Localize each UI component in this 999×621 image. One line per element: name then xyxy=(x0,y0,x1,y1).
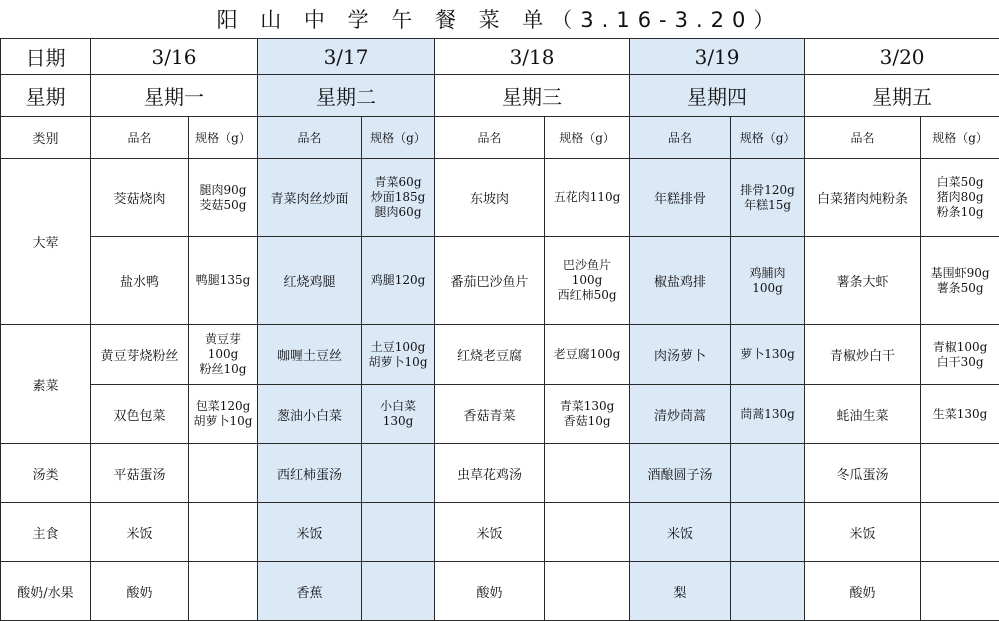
dish-name: 葱油小白菜 xyxy=(258,385,362,444)
dish-name: 东坡肉 xyxy=(435,159,545,237)
dish-spec xyxy=(921,503,999,562)
date-label: 日期 xyxy=(1,39,91,75)
item-header: 品名 xyxy=(91,117,189,159)
dish-spec: 鸡脯肉 100g xyxy=(731,237,805,325)
lunch-menu-table xyxy=(0,38,999,621)
category-main-meat: 大荤 xyxy=(1,159,91,325)
dish-spec xyxy=(189,444,258,503)
weekday-cell: 星期三 xyxy=(435,75,630,117)
dish-spec: 青菜130g 香菇10g xyxy=(545,385,630,444)
dish-spec xyxy=(545,503,630,562)
date-cell: 3/19 xyxy=(630,39,805,75)
dish-spec: 包菜120g 胡萝卜10g xyxy=(189,385,258,444)
dish-name: 红烧老豆腐 xyxy=(435,325,545,385)
date-row xyxy=(1,39,999,75)
spec-header: 规格（g） xyxy=(731,117,805,159)
dish-spec: 腿肉90g 茭菇50g xyxy=(189,159,258,237)
dish-name: 蚝油生菜 xyxy=(805,385,921,444)
dish-spec xyxy=(189,503,258,562)
date-cell: 3/18 xyxy=(435,39,630,75)
spec-header: 规格（g） xyxy=(545,117,630,159)
column-header-row xyxy=(1,117,999,159)
meat-row-1 xyxy=(1,159,999,237)
dish-spec: 土豆100g 胡萝卜10g xyxy=(362,325,435,385)
dish-name: 酸奶 xyxy=(805,562,921,621)
category-vegetable: 素菜 xyxy=(1,325,91,444)
dish-name: 虫草花鸡汤 xyxy=(435,444,545,503)
dish-name: 冬瓜蛋汤 xyxy=(805,444,921,503)
dish-spec xyxy=(731,444,805,503)
dish-spec: 基围虾90g 薯条50g xyxy=(921,237,999,325)
dish-spec: 白菜50g 猪肉80g 粉条10g xyxy=(921,159,999,237)
date-cell: 3/20 xyxy=(805,39,999,75)
dish-spec: 五花肉110g xyxy=(545,159,630,237)
dish-name: 青椒炒白干 xyxy=(805,325,921,385)
category-staple: 主食 xyxy=(1,503,91,562)
menu-title: 阳 山 中 学 午 餐 菜 单（3.16-3.20） xyxy=(216,8,783,32)
dish-spec: 青椒100g 白干30g xyxy=(921,325,999,385)
spec-header: 规格（g） xyxy=(921,117,999,159)
dish-spec: 鸡腿120g xyxy=(362,237,435,325)
item-header: 品名 xyxy=(805,117,921,159)
dish-spec xyxy=(731,503,805,562)
staple-row xyxy=(1,503,999,562)
dish-spec: 小白菜 130g xyxy=(362,385,435,444)
dish-spec: 老豆腐100g xyxy=(545,325,630,385)
dish-name: 黄豆芽烧粉丝 xyxy=(91,325,189,385)
dish-name: 香菇青菜 xyxy=(435,385,545,444)
dish-name: 茭菇烧肉 xyxy=(91,159,189,237)
dish-spec xyxy=(189,562,258,621)
weekday-cell: 星期二 xyxy=(258,75,435,117)
veg-row-1 xyxy=(1,325,999,385)
weekday-cell: 星期五 xyxy=(805,75,999,117)
category-dessert: 酸奶/水果 xyxy=(1,562,91,621)
dish-name: 盐水鸭 xyxy=(91,237,189,325)
dish-spec: 鸭腿135g xyxy=(189,237,258,325)
meat-row-2 xyxy=(1,237,999,325)
dish-name: 番茄巴沙鱼片 xyxy=(435,237,545,325)
dish-name: 梨 xyxy=(630,562,731,621)
dish-name: 白菜猪肉炖粉条 xyxy=(805,159,921,237)
spec-header: 规格（g） xyxy=(189,117,258,159)
dish-name: 西红柿蛋汤 xyxy=(258,444,362,503)
dish-name: 清炒茼蒿 xyxy=(630,385,731,444)
dish-name: 酒酿圆子汤 xyxy=(630,444,731,503)
dish-name: 平菇蛋汤 xyxy=(91,444,189,503)
dessert-row xyxy=(1,562,999,621)
dish-spec: 排骨120g 年糕15g xyxy=(731,159,805,237)
item-header: 品名 xyxy=(435,117,545,159)
weekday-cell: 星期四 xyxy=(630,75,805,117)
dish-spec xyxy=(362,562,435,621)
soup-row xyxy=(1,444,999,503)
date-cell: 3/16 xyxy=(91,39,258,75)
weekday-row xyxy=(1,75,999,117)
dish-name: 米饭 xyxy=(258,503,362,562)
dish-name: 米饭 xyxy=(435,503,545,562)
dish-spec xyxy=(921,562,999,621)
dish-name: 薯条大虾 xyxy=(805,237,921,325)
dish-spec xyxy=(362,503,435,562)
weekday-label: 星期 xyxy=(1,75,91,117)
dish-name: 酸奶 xyxy=(91,562,189,621)
category-label: 类别 xyxy=(1,117,91,159)
dish-spec xyxy=(545,562,630,621)
dish-name: 椒盐鸡排 xyxy=(630,237,731,325)
dish-name: 香蕉 xyxy=(258,562,362,621)
spec-header: 规格（g） xyxy=(362,117,435,159)
dish-name: 酸奶 xyxy=(435,562,545,621)
date-cell: 3/17 xyxy=(258,39,435,75)
dish-spec: 萝卜130g xyxy=(731,325,805,385)
dish-name: 年糕排骨 xyxy=(630,159,731,237)
dish-spec: 茼蒿130g xyxy=(731,385,805,444)
dish-spec xyxy=(921,444,999,503)
dish-spec xyxy=(731,562,805,621)
category-soup: 汤类 xyxy=(1,444,91,503)
dish-name: 米饭 xyxy=(630,503,731,562)
item-header: 品名 xyxy=(630,117,731,159)
dish-spec: 青菜60g 炒面185g 腿肉60g xyxy=(362,159,435,237)
dish-name: 米饭 xyxy=(91,503,189,562)
veg-row-2 xyxy=(1,385,999,444)
dish-spec: 巴沙鱼片 100g 西红柿50g xyxy=(545,237,630,325)
weekday-cell: 星期一 xyxy=(91,75,258,117)
item-header: 品名 xyxy=(258,117,362,159)
dish-spec: 黄豆芽 100g 粉丝10g xyxy=(189,325,258,385)
dish-spec xyxy=(545,444,630,503)
dish-spec: 生菜130g xyxy=(921,385,999,444)
dish-spec xyxy=(362,444,435,503)
dish-name: 咖喱土豆丝 xyxy=(258,325,362,385)
dish-name: 米饭 xyxy=(805,503,921,562)
dish-name: 肉汤萝卜 xyxy=(630,325,731,385)
dish-name: 双色包菜 xyxy=(91,385,189,444)
dish-name: 红烧鸡腿 xyxy=(258,237,362,325)
dish-name: 青菜肉丝炒面 xyxy=(258,159,362,237)
